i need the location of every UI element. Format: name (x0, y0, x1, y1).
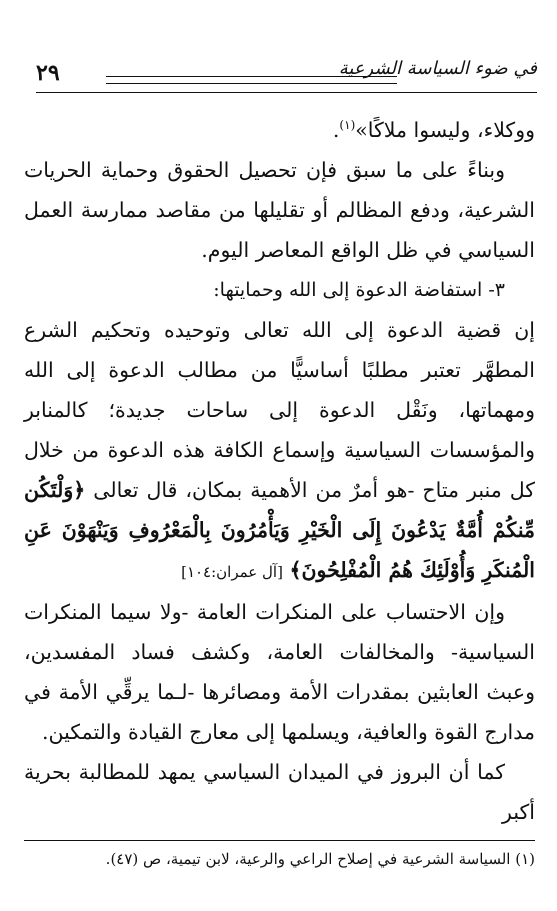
paragraph-1-text: ووكلاء، وليسوا ملاكًا» (355, 118, 535, 142)
paragraph-3 (24, 310, 535, 592)
page-header (36, 52, 537, 96)
body-text (24, 110, 535, 832)
paragraph-3-text: إن قضية الدعوة إلى الله تعالى وتوحيده وتحكيم الشرع المطهَّر تعتبر مطلبًا أساسيًّا من مطالب الدعوة إلى الله ومهماتها، ونَقْل الدعوة إلى ساحات جديدة؛ كالمنابر والمؤسسات السياسية وإسماع الكافة هذه الدعوة من خلال كل منبر متاح -هو أمرٌ من الأهمية بمكان، قال تعالى (24, 318, 535, 502)
paragraph-4: وإن الاحتساب على المنكرات العامة -ولا سيما المنكرات السياسية- والمخالفات العامة، وكشف فساد المفسدين، وعبث العابثين بمقدرات الأمة ومصائرها -لـما يرقِّي الأمة في مدارج القوة والعافية، ويسلمها إلى معارج القيادة والتمكين. (24, 600, 535, 744)
verse-reference: [آل عمران:١٠٤] (181, 563, 283, 581)
footnote-marker[interactable]: (١) (339, 118, 356, 133)
running-title: في ضوء السياسة الشرعية (338, 58, 537, 79)
footnote-divider (24, 840, 535, 841)
section-heading: ٣- استفاضة الدعوة إلى الله وحمايتها: (213, 279, 505, 301)
page-number: ٢٩ (36, 60, 60, 86)
paragraph-1 (24, 110, 535, 150)
paragraph-5: كما أن البروز في الميدان السياسي يمهد للمطالبة بحرية أكبر (24, 760, 535, 824)
quran-verse: ﴿وَلْتَكُن مِّنكُمْ أُمَّةٌ يَدْعُونَ إِلَى الْخَيْرِ وَيَأْمُرُونَ بِالْمَعْرُوفِ وَيَنْهَوْنَ عَنِ الْمُنكَرِ وَأُوْلَئِكَ هُمُ الْمُفْلِحُونَ﴾ (24, 478, 535, 582)
paragraph-1-end: . (332, 118, 340, 142)
footnote: (١) السياسة الشرعية في إصلاح الراعي والرعية، لابن تيمية، ص (٤٧). (105, 850, 535, 868)
paragraph-2: وبناءً على ما سبق فإن تحصيل الحقوق وحماية الحريات الشرعية، ودفع المظالم أو تقليلها من مقاصد ممارسة العمل السياسي في ظل الواقع المعاصر اليوم. (24, 158, 535, 262)
header-divider (36, 92, 537, 93)
